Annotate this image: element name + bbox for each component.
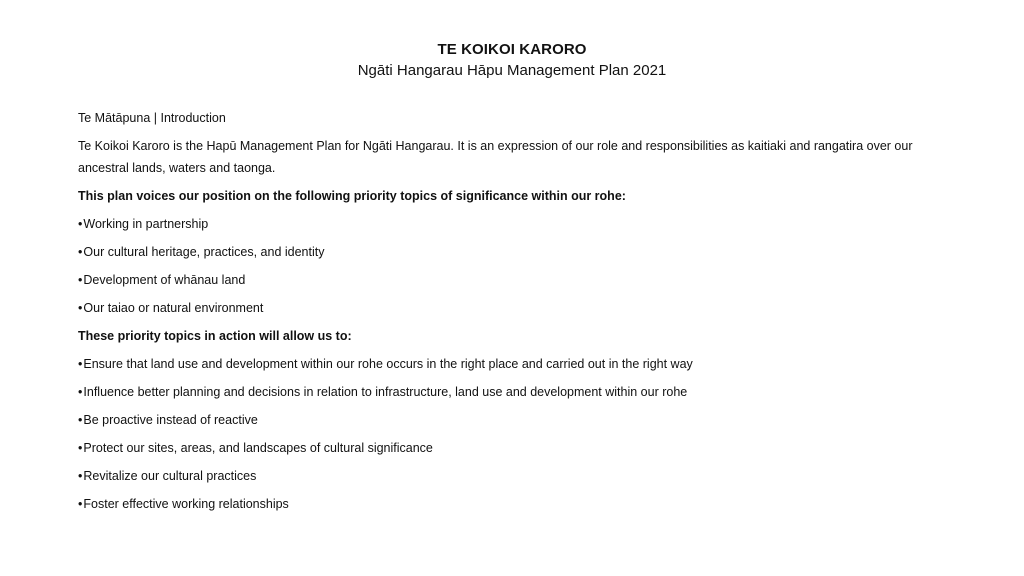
action-text: Be proactive instead of reactive [83,413,258,427]
action-text: Influence better planning and decisions in relation to infrastructure, land use and development within our rohe [83,385,688,399]
list-item [78,213,958,235]
bullet-icon: • [78,301,83,315]
slide-title: TE KOIKOI KARORO [437,41,587,58]
bullet-icon: • [78,273,83,287]
priority-topic-text: Development of whānau land [83,273,246,287]
bullet-icon: • [78,441,83,455]
bullet-icon: • [78,217,83,231]
intro-paragraph: Te Koikoi Karoro is the Hapū Management Plan for Ngāti Hangarau. It is an expression of our role and responsibilities as kaitiaki and rangatira over our ancestral lands, waters and taonga. [78,139,913,175]
bullet-icon: • [78,385,83,399]
priority-heading: This plan voices our position on the following priority topics of significance within our rohe: [78,189,626,203]
section-label: Te Mātāpuna | Introduction [78,111,226,125]
list-item [78,353,958,375]
bullet-icon: • [78,497,83,511]
slide-subtitle: Ngāti Hangarau Hāpu Management Plan 2021 [357,62,667,79]
list-item [78,241,958,263]
priority-topic-text: Working in partnership [83,217,209,231]
title-block [0,40,1024,82]
list-item [78,381,958,403]
bullet-icon: • [78,245,83,259]
priority-topic-text: Our cultural heritage, practices, and identity [83,245,325,259]
list-item [78,493,958,515]
list-item [78,297,958,319]
list-item [78,437,958,459]
action-text: Revitalize our cultural practices [83,469,257,483]
bullet-icon: • [78,413,83,427]
bullet-icon: • [78,357,83,371]
action-text: Foster effective working relationships [83,497,289,511]
list-item [78,465,958,487]
list-item [78,409,958,431]
action-text: Protect our sites, areas, and landscapes of cultural significance [83,441,433,455]
priority-topics-list [78,213,958,319]
body-content [78,107,958,521]
actions-list [78,353,958,515]
bullet-icon: • [78,469,83,483]
list-item [78,269,958,291]
action-text: Ensure that land use and development within our rohe occurs in the right place and carried out in the right way [83,357,693,371]
priority-topic-text: Our taiao or natural environment [83,301,264,315]
actions-heading: These priority topics in action will allow us to: [78,329,352,343]
